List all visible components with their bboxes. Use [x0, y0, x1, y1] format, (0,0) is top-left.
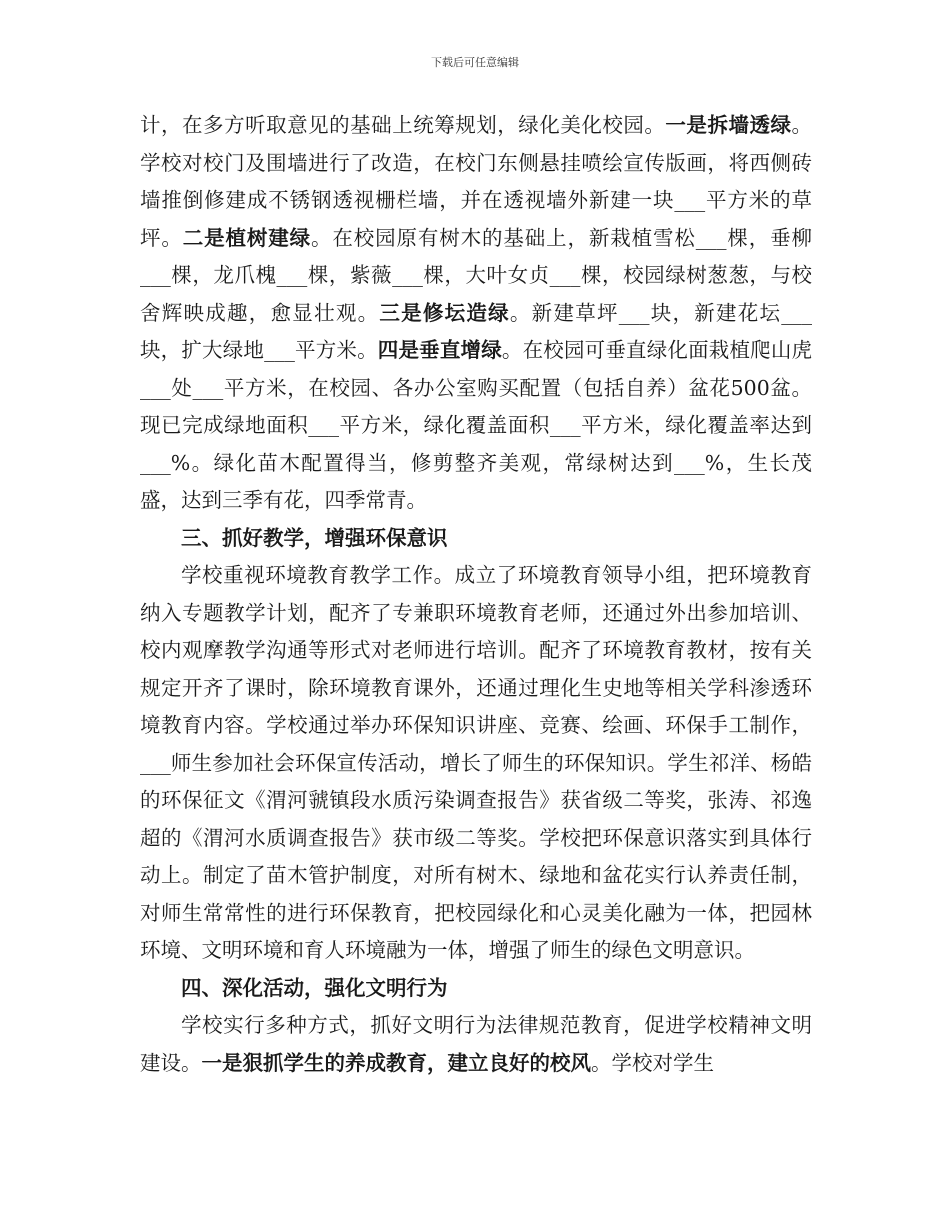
- bold-phrase: 一是拆墙透绿: [665, 113, 792, 137]
- bold-phrase: 一是狠抓学生的养成教育，建立良好的校风: [201, 1050, 591, 1075]
- paragraph-text: 。在校园原有树木的基础上，新栽植雪松___棵，垂柳___棵，龙爪槐___棵，紫薇___棵，大叶女贞___棵，校园绿树葱葱，与校舍辉映成趣，愈显壮观。: [140, 225, 812, 325]
- paragraph-text: 。在校园可垂直绿化面栽植爬山虎___处___平方米，在校园、各办公室购买配置（包括自养）盆花500盆。现已完成绿地面积___平方米，绿化覆盖面积___平方米，绿化覆盖率达到___%。绿化苗木配置得当，修剪整齐美观，常绿树达到___%，生长茂盛，达到三季有花，四季常青。: [140, 338, 813, 512]
- section-heading-4: 四、深化活动，强化文明行为: [181, 975, 448, 1000]
- paragraph-text: 计，在多方听取意见的基础上统筹规划，绿化美化校园。: [140, 113, 666, 137]
- paragraph-text: 。学校对校门及围墙进行了改造，在校门东侧悬挂喷绘宣传版画，将西侧砖墙推倒修建成不锈钢透视栅栏墙，并在透视墙外新建一块___平方米的草坪。: [140, 113, 813, 250]
- paragraph-teaching: 学校重视环境教育教学工作。成立了环境教育领导小组，把环境教育纳入专题教学计划，配齐了专兼职环境教育老师，还通过外出参加培训、校内观摩教学沟通等形式对老师进行培训。配齐了环境教育教材，按有关规定开齐了课时，除环境教育课外，还通过理化生史地等相关学科渗透环境教育内容。学校通过举办环保知识讲座、竞赛、绘画、环保手工制作，___师生参加社会环保宣传活动，增长了师生的环保知识。学生祁洋、杨皓的环保征文《渭河虢镇段水质污染调查报告》获省级二等奖，张涛、祁逸超的《渭河水质调查报告》获市级二等奖。学校把环保意识落实到具体行动上。制定了苗木管护制度，对所有树木、绿地和盆花实行认养责任制，对师生常常性的进行环保教育，把校园绿化和心灵美化融为一体，把园林环境、文明环境和育人环境融为一体，增强了师生的绿色文明意识。: [140, 563, 812, 962]
- paragraph-text: 。学校对学生: [591, 1050, 714, 1075]
- document-body: [140, 107, 812, 1082]
- paragraph-greening: [140, 107, 812, 520]
- bold-phrase: 三是修坛造绿: [379, 300, 510, 325]
- page-header: 下载后可任意编辑: [431, 56, 519, 69]
- paragraph-civilization: [140, 1007, 812, 1082]
- section-heading-3: 三、抓好教学，增强环保意识: [181, 525, 448, 550]
- paragraph-text: 学校实行多种方式，抓好文明行为法律规范教育，促进学校精神文明建设。: [140, 1013, 812, 1075]
- paragraph-text: 。新建草坪___块，新建花坛___块，扩大绿地___平方米。: [140, 300, 813, 362]
- bold-phrase: 四是垂直增绿: [377, 338, 502, 362]
- bold-phrase: 二是植树建绿: [182, 225, 311, 250]
